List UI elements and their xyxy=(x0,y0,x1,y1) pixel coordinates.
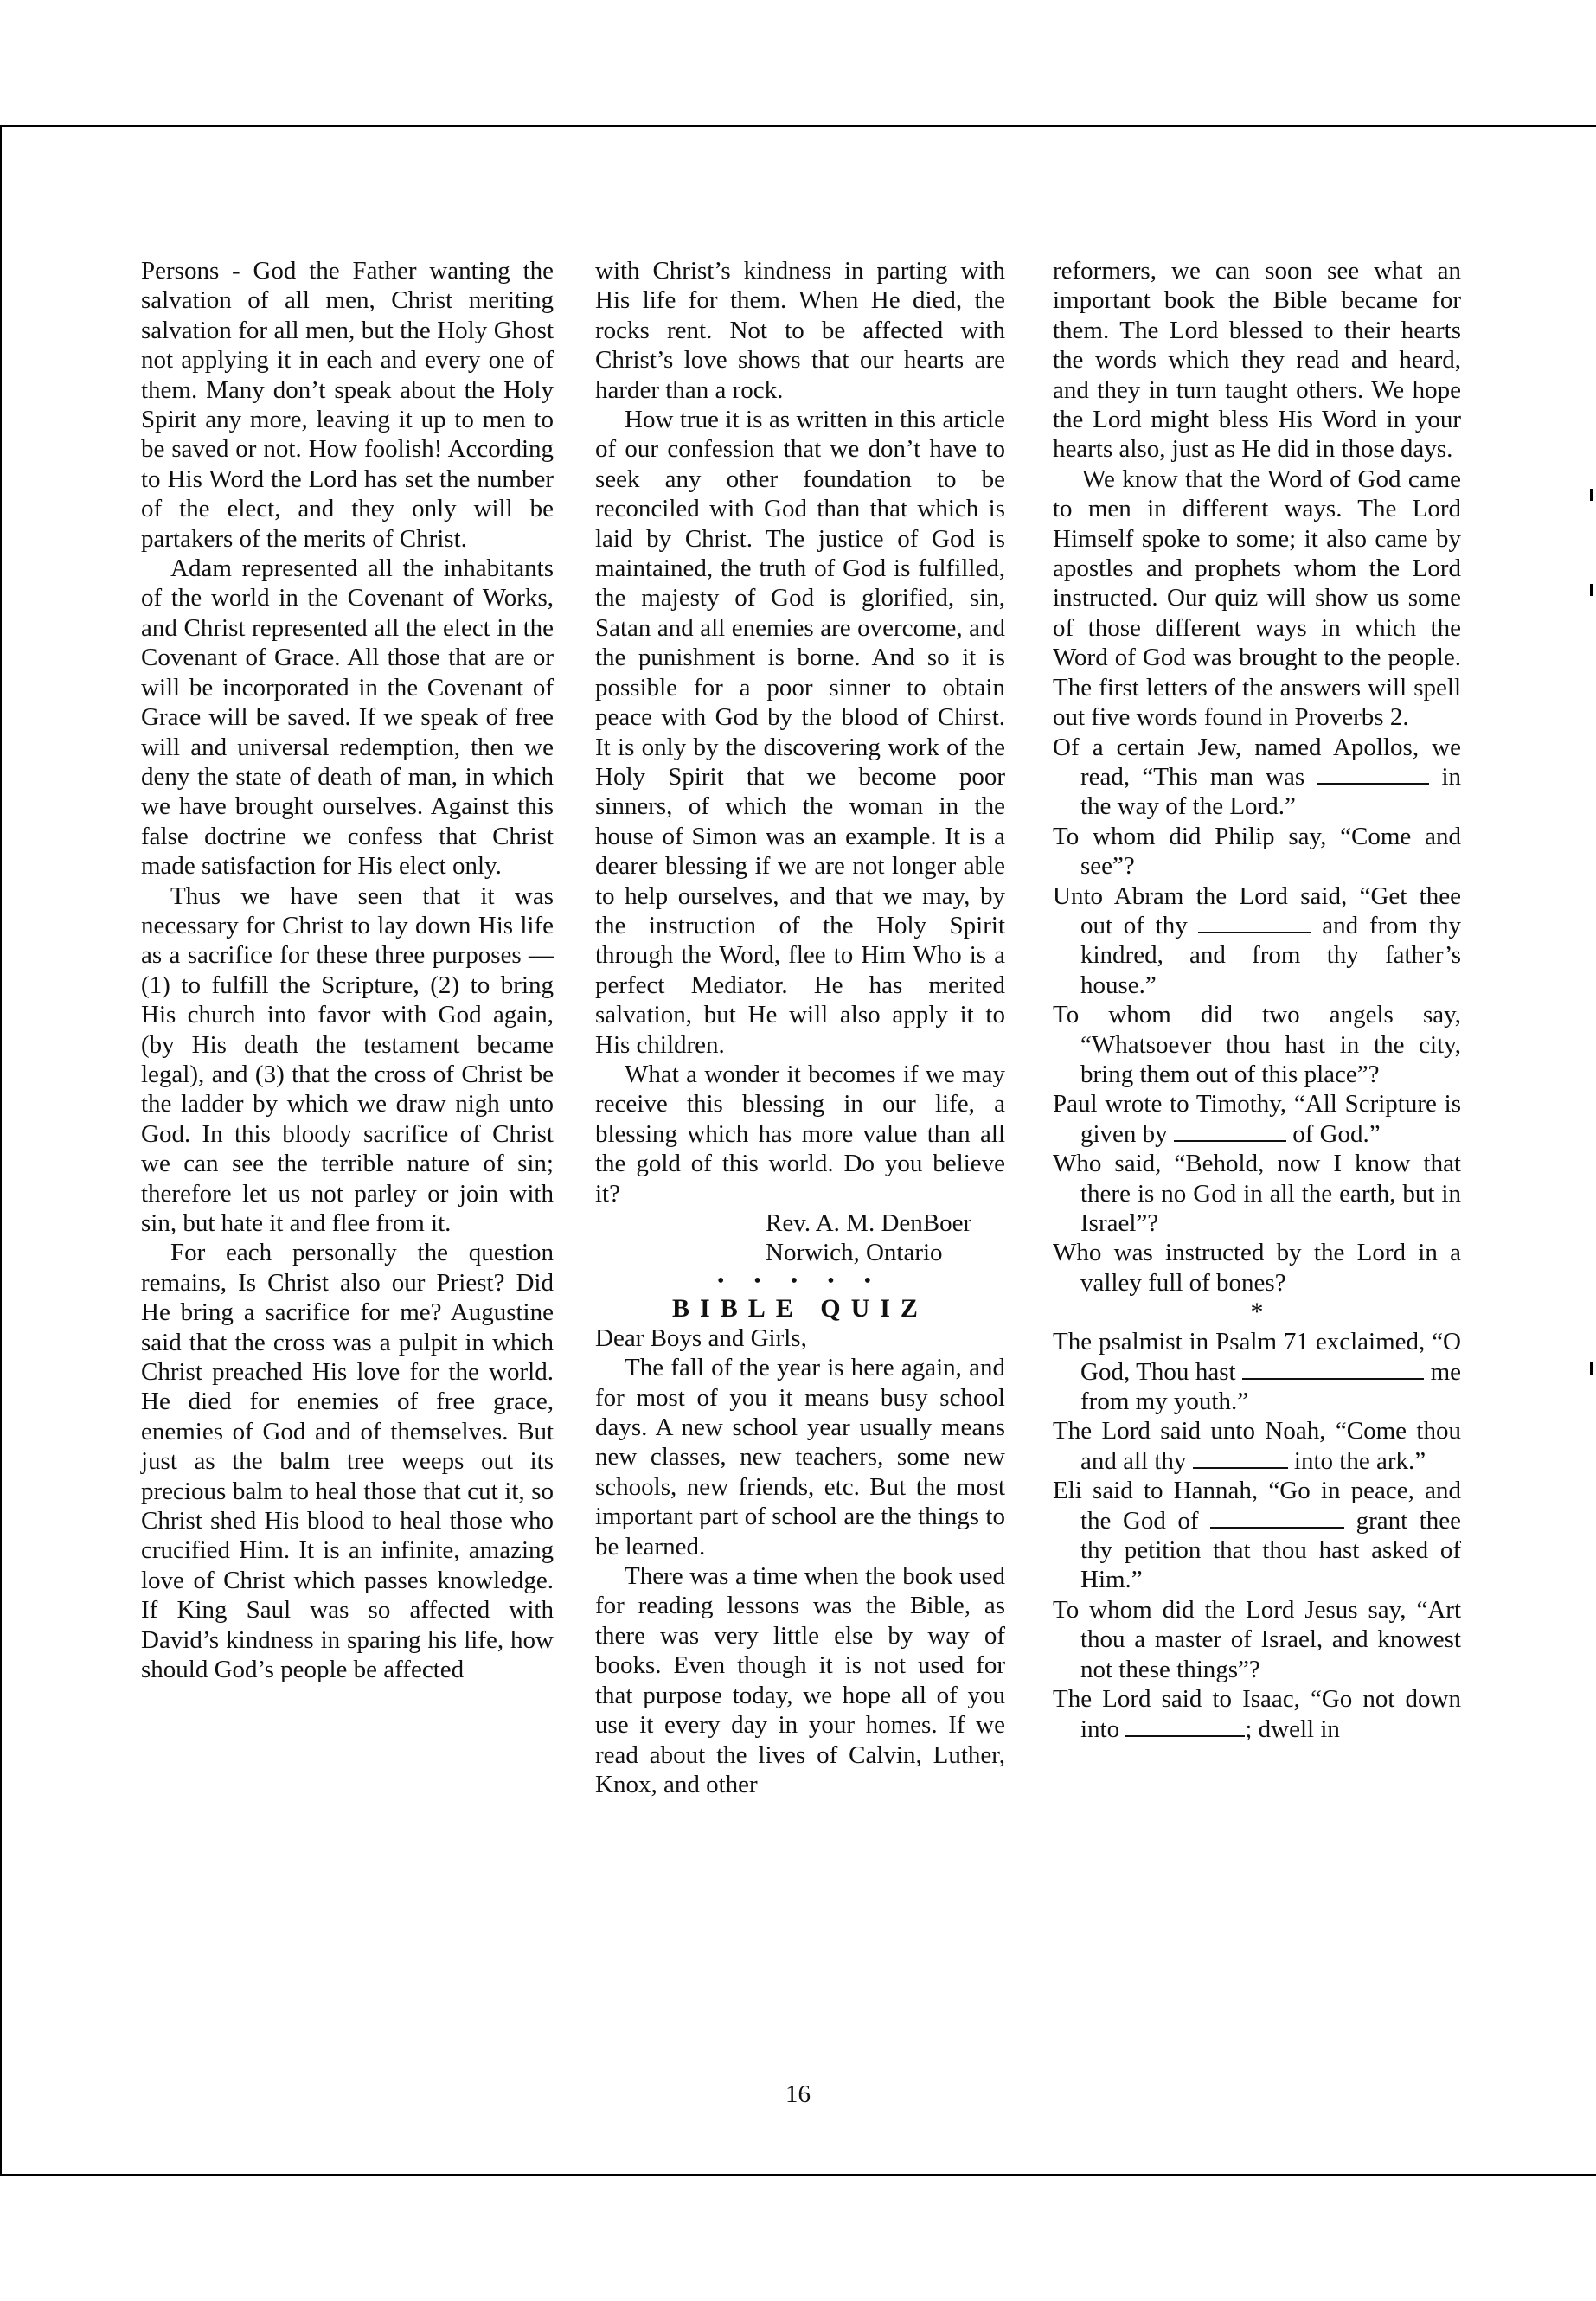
edge-mark xyxy=(1590,1362,1593,1375)
paragraph: Persons - God the Father wanting the salvation of all men, Christ meriting salvation for all men, but the Holy Ghost not applying it in each and every one of them. Many don’t speak about the Holy Spirit any more, leaving it up to men to be saved or not. How foolish! According to His Word the Lord has set the number of the elect, and they only will be partakers of the merits of Christ. xyxy=(141,257,554,553)
quiz-question: The psalmist in Psalm 71 exclaimed, “O God, Thou hast me from my youth.” xyxy=(1053,1328,1462,1416)
quiz-title: BIBLE QUIZ xyxy=(672,1293,928,1323)
bottom-rule xyxy=(0,2174,1596,2176)
quiz-question: Who said, “Behold, now I know that there is no God in all the earth, but in Israel”? xyxy=(1053,1150,1461,1237)
quiz-question: Who was instructed by the Lord in a valley full of bones? xyxy=(1053,1239,1461,1297)
quiz-question: The Lord said to Isaac, “Go not down into ; dwell in xyxy=(1053,1685,1461,1743)
paragraph: For each personally the question remains, Is Christ also our Priest? Did He bring a sacrifice for me? Augustine said that the cross was a pulpit in which Christ preached His love for the world. He died for enemies of free grace, enemies of God and of themselves. But just as the balm tree weeps out its precious balm to heal those that cut it, so Christ shed His blood to heal those who crucified Him. It is an infinite, amazing love of Christ which passes knowledge. If King Saul was so affected with David’s kindness in sparing his life, how should God’s people be affected xyxy=(141,1239,554,1684)
top-rule xyxy=(0,125,1596,127)
signature-place: Norwich, Ontario xyxy=(766,1239,943,1267)
salutation: Dear Boys and Girls, xyxy=(595,1324,807,1352)
column-1 xyxy=(141,256,554,1685)
answer-blank xyxy=(1125,1717,1245,1736)
paragraph: The fall of the year is here again, and for most of you it means busy school days. A new school year usually means new classes, new teachers, some new schools, new friends, etc. But the most important part of school are the things to be learned. xyxy=(595,1354,1005,1561)
column-3 xyxy=(1053,256,1461,1744)
quiz-question: To whom did two angels say, “Whatsoever thou hast in the city, bring them out of this place”? xyxy=(1053,1001,1461,1088)
page-number: 16 xyxy=(785,2080,811,2108)
paragraph: with Christ’s kindness in parting with His life for them. When He died, the rocks rent. Not to be affected with Christ’s love shows that our hearts are harder than a rock. xyxy=(595,257,1005,404)
quiz-question: The Lord said unto Noah, “Come thou and all thy into the ark.” xyxy=(1053,1417,1461,1475)
answer-blank xyxy=(1198,914,1311,933)
paragraph: reformers, we can soon see what an important book the Bible became for them. The Lord blessed to their hearts the words which they read and heard, and they in turn taught others. We hope the Lord might bless His Word in your hearts also, just as He did in those days. xyxy=(1053,257,1461,464)
paragraph: We know that the Word of God came to men in different ways. The Lord Himself spoke to some; it also came by apostles and prophets whom the Lord instructed. Our quiz will show us some of those different ways in which the Word of God was brought to the people. The first letters of the answers will spell out five words found in Proverbs 2. xyxy=(1053,465,1461,732)
answer-blank xyxy=(1242,1360,1424,1379)
edge-mark xyxy=(1590,489,1593,501)
quiz-question: Paul wrote to Timothy, “All Scripture is given by of God.” xyxy=(1053,1090,1461,1148)
answer-blank xyxy=(1174,1122,1286,1141)
asterisk-divider: * xyxy=(1250,1298,1264,1327)
quiz-question: To whom did the Lord Jesus say, “Art thou a master of Israel, and knowest not these things”? xyxy=(1053,1595,1461,1683)
paragraph: How true it is as written in this article of our confession that we don’t have to seek any other foundation to be reconciled with God than that which is laid by Christ. The justice of God is maintained, the truth of God is fulfilled, the majesty of God is glorified, sin, Satan and all enemies are overcome, and the punishment is borne. And so it is possible for a poor sinner to obtain peace with God by the blood of Chirst. It is only by the discovering work of the Holy Spirit that we become poor sinners, of which the woman in the house of Simon was an example. It is a dearer blessing if we are not longer able to help ourselves, and that we may, by the instruction of the Holy Spirit through the Word, flee to Him Who is a perfect Mediator. He has merited salvation, but He will also apply it to His children. xyxy=(595,406,1005,1059)
signature-name: Rev. A. M. DenBoer xyxy=(766,1209,972,1237)
paragraph: What a wonder it becomes if we may receive this blessing in our life, a blessing which has more value than all the gold of this world. Do you believe it? xyxy=(595,1060,1005,1208)
quiz-question: Unto Abram the Lord said, “Get thee out of thy and from thy kindred, and from thy father’s house.” xyxy=(1053,881,1461,999)
left-edge-line xyxy=(0,125,2,2176)
paragraph: Adam represented all the inhabitants of the world in the Covenant of Works, and Christ represented all the elect in the Covenant of Grace. All those that are or will be incorporated in the Covenant of Grace will be saved. If we speak of free will and universal redemption, then we deny the state of death of man, in which we have brought ourselves. Against this false doctrine we confess that Christ made satisfaction for His elect only. xyxy=(141,554,554,881)
paragraph: Thus we have seen that it was necessary for Christ to lay down His life as a sacrifice for these three purposes — (1) to fulfill the Scripture, (2) to bring His church into favor with God again, (by His death the testament became legal), and (3) that the cross of Christ be the ladder by which we draw nigh unto God. In this bloody sacrifice of Christ we can see the terrible nature of sin; therefore let us not parley or join with sin, but hate it and flee from it. xyxy=(141,881,554,1237)
quiz-question: To whom did Philip say, “Come and see”? xyxy=(1053,822,1461,881)
paragraph: There was a time when the book used for reading lessons was the Bible, as there was very little else by way of books. Even though it is not used for that purpose today, we hope all of you use it every day in your homes. If we read about the lives of Calvin, Luther, Knox, and other xyxy=(595,1562,1005,1798)
section-divider: • • • • • xyxy=(716,1269,883,1292)
column-2 xyxy=(595,256,1005,1799)
answer-blank xyxy=(1210,1509,1344,1528)
quiz-question: Eli said to Hannah, “Go in peace, and the God of grant thee thy petition that thou hast asked of Him.” xyxy=(1053,1477,1461,1594)
answer-blank xyxy=(1317,766,1429,785)
edge-mark xyxy=(1590,584,1593,596)
quiz-question: Of a certain Jew, named Apollos, we read, “This man was in the way of the Lord.” xyxy=(1053,733,1462,821)
answer-blank xyxy=(1193,1450,1288,1469)
